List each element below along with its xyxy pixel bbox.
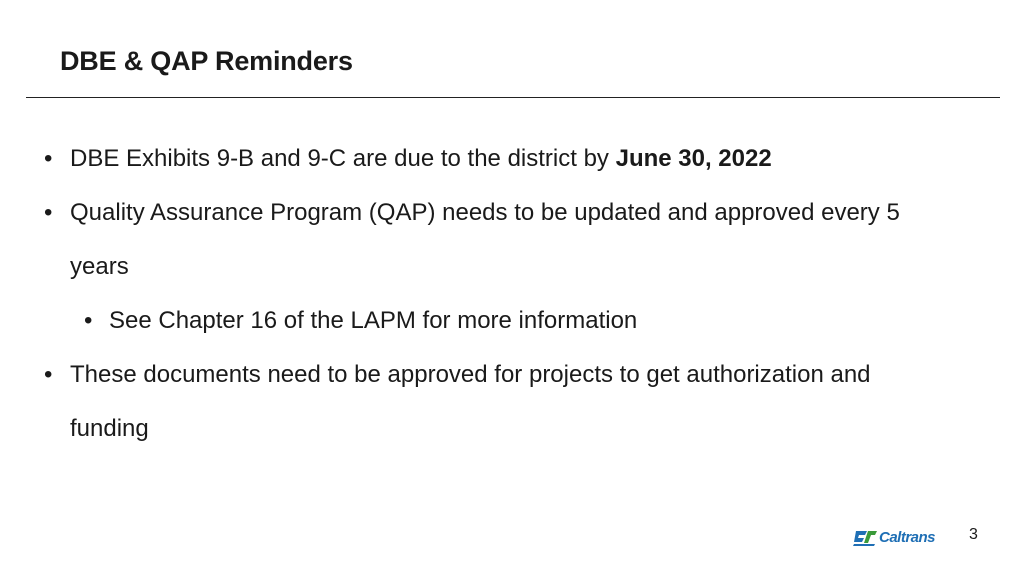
slide-title: DBE & QAP Reminders	[60, 46, 353, 76]
bullet-dot-icon: •	[44, 361, 53, 388]
bullet-item-dbe-exhibits	[0, 132, 930, 186]
caltrans-logo	[853, 526, 957, 548]
page-number: 3	[969, 526, 978, 543]
bullet-text: Quality Assurance Program (QAP) needs to be updated and approved every 5 years	[70, 199, 900, 280]
bullet-text: See Chapter 16 of the LAPM for more information	[109, 307, 638, 334]
bullet-list	[0, 132, 1024, 456]
bullet-item-qap	[0, 186, 930, 294]
bullet-text: These documents need to be approved for projects to get authorization and funding	[70, 361, 871, 442]
bullet-text: DBE Exhibits 9-B and 9-C are due to the district by	[70, 145, 616, 172]
bullet-item-approval	[0, 348, 930, 456]
caltrans-emblem-icon	[853, 531, 877, 546]
bullet-item-lapm	[0, 294, 929, 348]
caltrans-wordmark: Caltrans	[879, 529, 936, 546]
bullet-dot-icon: •	[44, 145, 53, 172]
due-date: June 30, 2022	[615, 145, 772, 172]
bullet-dot-icon: •	[44, 199, 53, 226]
title-divider	[26, 97, 1000, 98]
bullet-dot-icon: •	[84, 307, 93, 334]
